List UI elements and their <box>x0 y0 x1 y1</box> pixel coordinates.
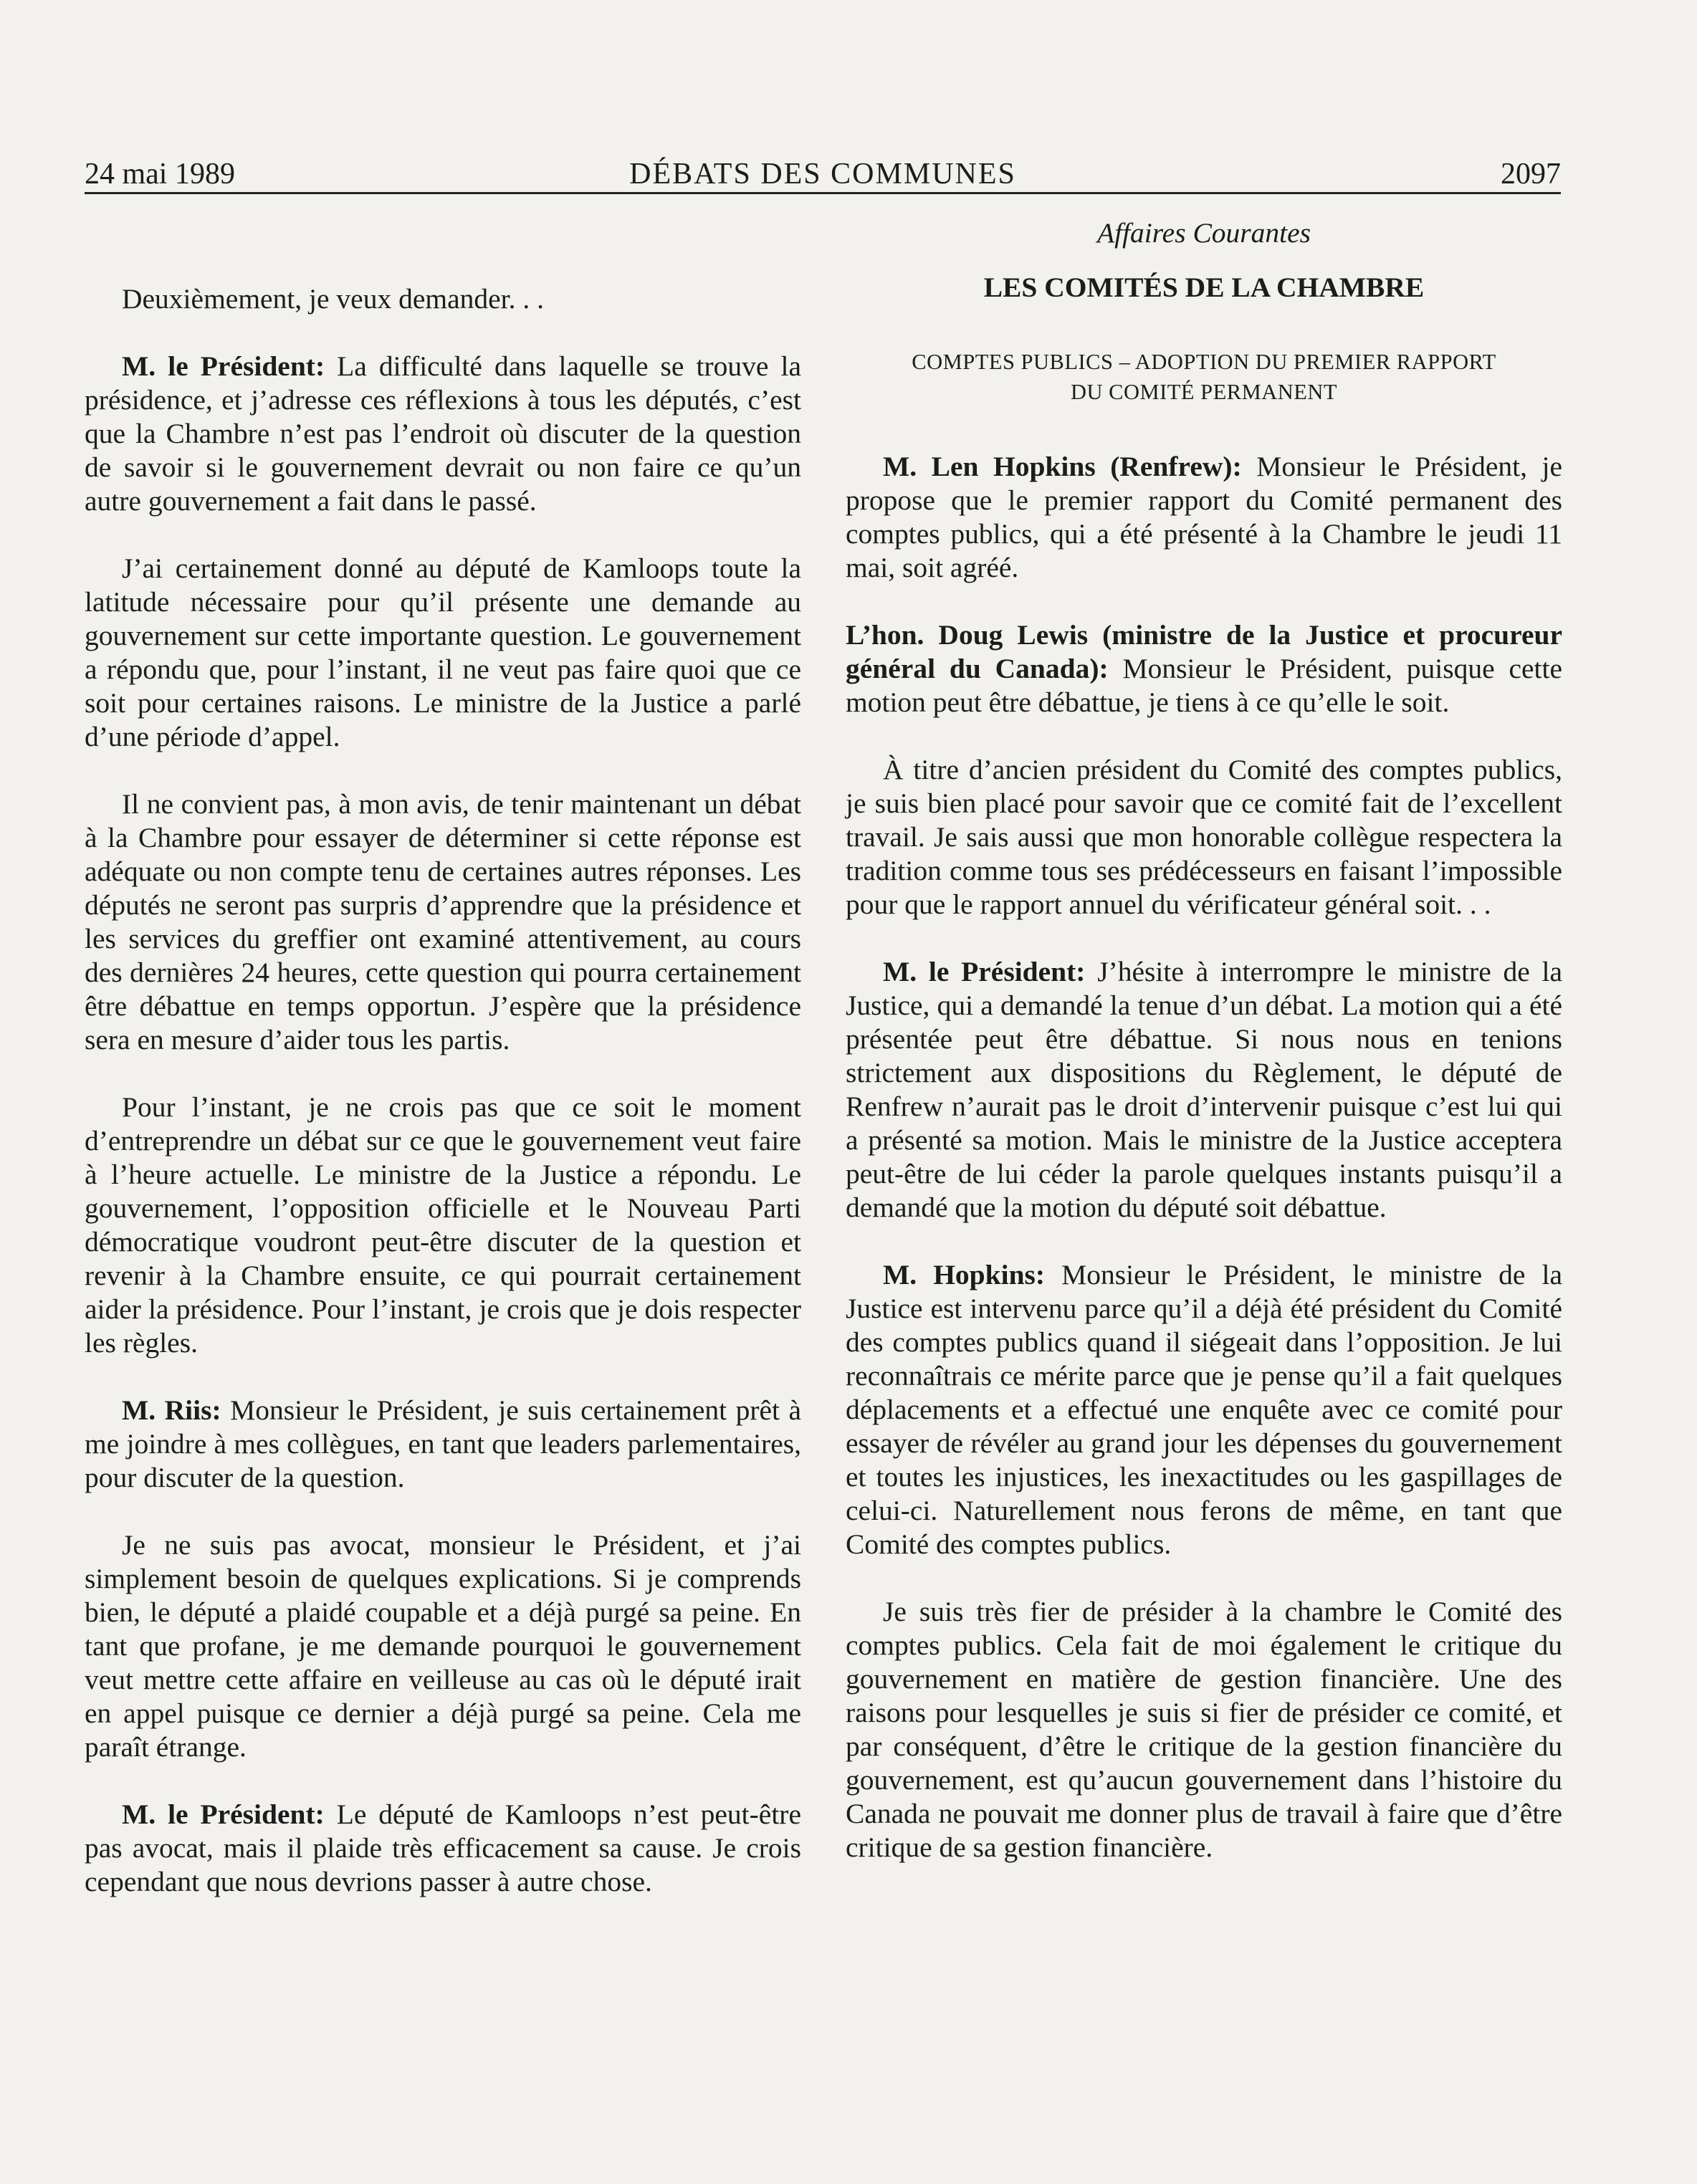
speaker-name: L’hon. Doug Lewis (ministre de la Justice et procureur général du Canada): <box>846 619 1562 684</box>
paragraph <box>85 552 801 754</box>
paragraph <box>846 753 1562 921</box>
paragraph-text: Monsieur le Président, je suis certainement prêt à me joindre à mes collègues, en tant que leaders parlementaires, pour discuter de la question. <box>85 1394 801 1493</box>
paragraph-text: Monsieur le Président, puisque cette motion peut être débattue, je tiens à ce qu’elle le soit. <box>846 653 1563 718</box>
paragraph-text: Je suis très fier de présider à la chambre le Comité des comptes publics. Cela fait de moi également le critique du gouvernement en matière de gestion financière. Une des raisons pour lesquelles je suis si fier de présider ce comité, et par conséquent, d’être le critique de la gestion financière du gouvernement, est qu’aucun gouvernement dans l’histoire du Canada ne pouvait me donner plus de travail à faire que d’être critique de sa gestion financière. <box>846 1596 1562 1863</box>
paragraph <box>846 450 1562 585</box>
right-column <box>846 215 1562 1898</box>
paragraph <box>85 1798 801 1899</box>
speaker-name: M. le Président: <box>122 1799 325 1830</box>
section-rubric: Affaires Courantes <box>1096 217 1311 249</box>
paragraph-text: Monsieur le Président, le ministre de la Justice est intervenu parce qu’il a déjà été président du Comité des comptes publics quand il siégeait dans l’opposition. Je lui reconnaîtrais ce mérite parce que je pense qu’il a fait quelques déplacements et a effectué une enquête avec ce comité pour essayer de révéler au grand jour les dépenses du gouvernement et toutes les injustices, les inexactitudes ou les gaspillages de celui-ci. Naturellement nous ferons de même, en tant que Comité des comptes publics. <box>846 1259 1562 1560</box>
paragraph <box>846 618 1562 719</box>
paragraph-text: Il ne convient pas, à mon avis, de tenir maintenant un débat à la Chambre pour essayer de déterminer si cette réponse est adéquate ou non compte tenu de certaines autres réponses. Les députés ne seront pas surpris d’apprendre que la présidence et les services du greffier ont examiné attentivement, au cours des dernières 24 heures, cette question qui pourra certainement être débattue en temps opportun. J’espère que la présidence sera en mesure d’aider tous les partis. <box>85 788 801 1055</box>
speaker-name: M. Len Hopkins (Renfrew): <box>883 451 1242 482</box>
paragraph-text: Monsieur le Président, je propose que le premier rapport du Comité permanent des comptes publics, qui a été présenté à la Chambre le jeudi 11 mai, soit agréé. <box>846 451 1562 583</box>
left-column <box>85 215 801 1932</box>
paragraph <box>85 787 801 1057</box>
paragraph <box>85 1091 801 1360</box>
subheading-line: COMPTES PUBLICS – ADOPTION DU PREMIER RAPPORT <box>912 350 1496 374</box>
header-title: DÉBATS DES COMMUNES <box>629 158 1016 191</box>
paragraph-text: Je ne suis pas avocat, monsieur le Président, et j’ai simplement besoin de quelques explications. Si je comprends bien, le député a plaidé coupable et a déjà purgé sa peine. En tant que profane, je me demande pourquoi le gouvernement veut mettre cette affaire en veilleuse au cas où le député irait en appel puisque ce dernier a déjà purgé sa peine. Cela me paraît étrange. <box>85 1529 801 1763</box>
paragraph <box>85 350 801 518</box>
section-subheading <box>846 347 1562 407</box>
section-heading: LES COMITÉS DE LA CHAMBRE <box>983 272 1425 303</box>
paragraph-text: J’hésite à interrompre le ministre de la Justice, qui a demandé la tenue d’un débat. La motion qui a été présentée peut être débattue. Si nous nous en tenions strictement aux dispositions du Règlement, le député de Renfrew n’aurait pas le droit d’intervenir puisque c’est lui qui a présenté sa motion. Mais le ministre de la Justice acceptera peut-être de lui céder la parole quelques instants puisqu’il a demandé que la motion du député soit débattue. <box>846 956 1562 1223</box>
speaker-name: M. le Président: <box>883 956 1086 987</box>
paragraph <box>85 1394 801 1495</box>
speaker-name: M. Hopkins: <box>883 1259 1046 1290</box>
header-date: 24 mai 1989 <box>85 158 235 191</box>
paragraph-text: Pour l’instant, je ne crois pas que ce soit le moment d’entreprendre un débat sur ce que le gouvernement veut faire à l’heure actuelle. Le ministre de la Justice a répondu. Le gouvernement, l’opposition officielle et le Nouveau Parti démocratique voudront peut-être discuter de la question et revenir à la Chambre ensuite, ce qui pourrait certainement aider la présidence. Pour l’instant, je crois que je dois respecter les règles. <box>85 1091 801 1359</box>
paragraph-text: Le député de Kamloops n’est peut-être pas avocat, mais il plaide très efficacement sa cause. Je crois cependant que nous devrions passer à autre chose. <box>85 1799 801 1897</box>
subheading-line: DU COMITÉ PERMANENT <box>1070 380 1338 404</box>
header-page-number: 2097 <box>1501 158 1561 191</box>
paragraph-text: Deuxièmement, je veux demander. . . <box>122 283 545 315</box>
speaker-name: M. le Président: <box>122 350 325 382</box>
paragraph-text: J’ai certainement donné au député de Kamloops toute la latitude nécessaire pour qu’il présente une demande au gouvernement sur cette importante question. Le gouvernement a répondu que, pour l’instant, il ne veut pas faire quoi que ce soit pour certaines raisons. Le ministre de la Justice a parlé d’une période d’appel. <box>85 552 801 752</box>
paragraph <box>846 1595 1562 1864</box>
paragraph <box>85 1528 801 1764</box>
speaker-name: M. Riis: <box>122 1394 221 1426</box>
paragraph <box>846 1258 1562 1561</box>
paragraph-text: À titre d’ancien président du Comité des comptes publics, je suis bien placé pour savoir que ce comité fait de l’excellent travail. Je sais aussi que mon honorable collègue respectera la tradition comme tous ses prédécesseurs en faisant l’impossible pour que le rapport annuel du vérificateur général soit. . . <box>846 754 1562 920</box>
paragraph-text: La difficulté dans laquelle se trouve la présidence, et j’adresse ces réflexions à tous les députés, c’est que la Chambre n’est pas l’endroit où discuter de la question de savoir si le gouvernement devrait ou non faire ce qu’un autre gouvernement a fait dans le passé. <box>85 350 801 517</box>
running-header <box>85 152 1561 194</box>
paragraph <box>846 955 1562 1225</box>
paragraph <box>85 282 801 316</box>
